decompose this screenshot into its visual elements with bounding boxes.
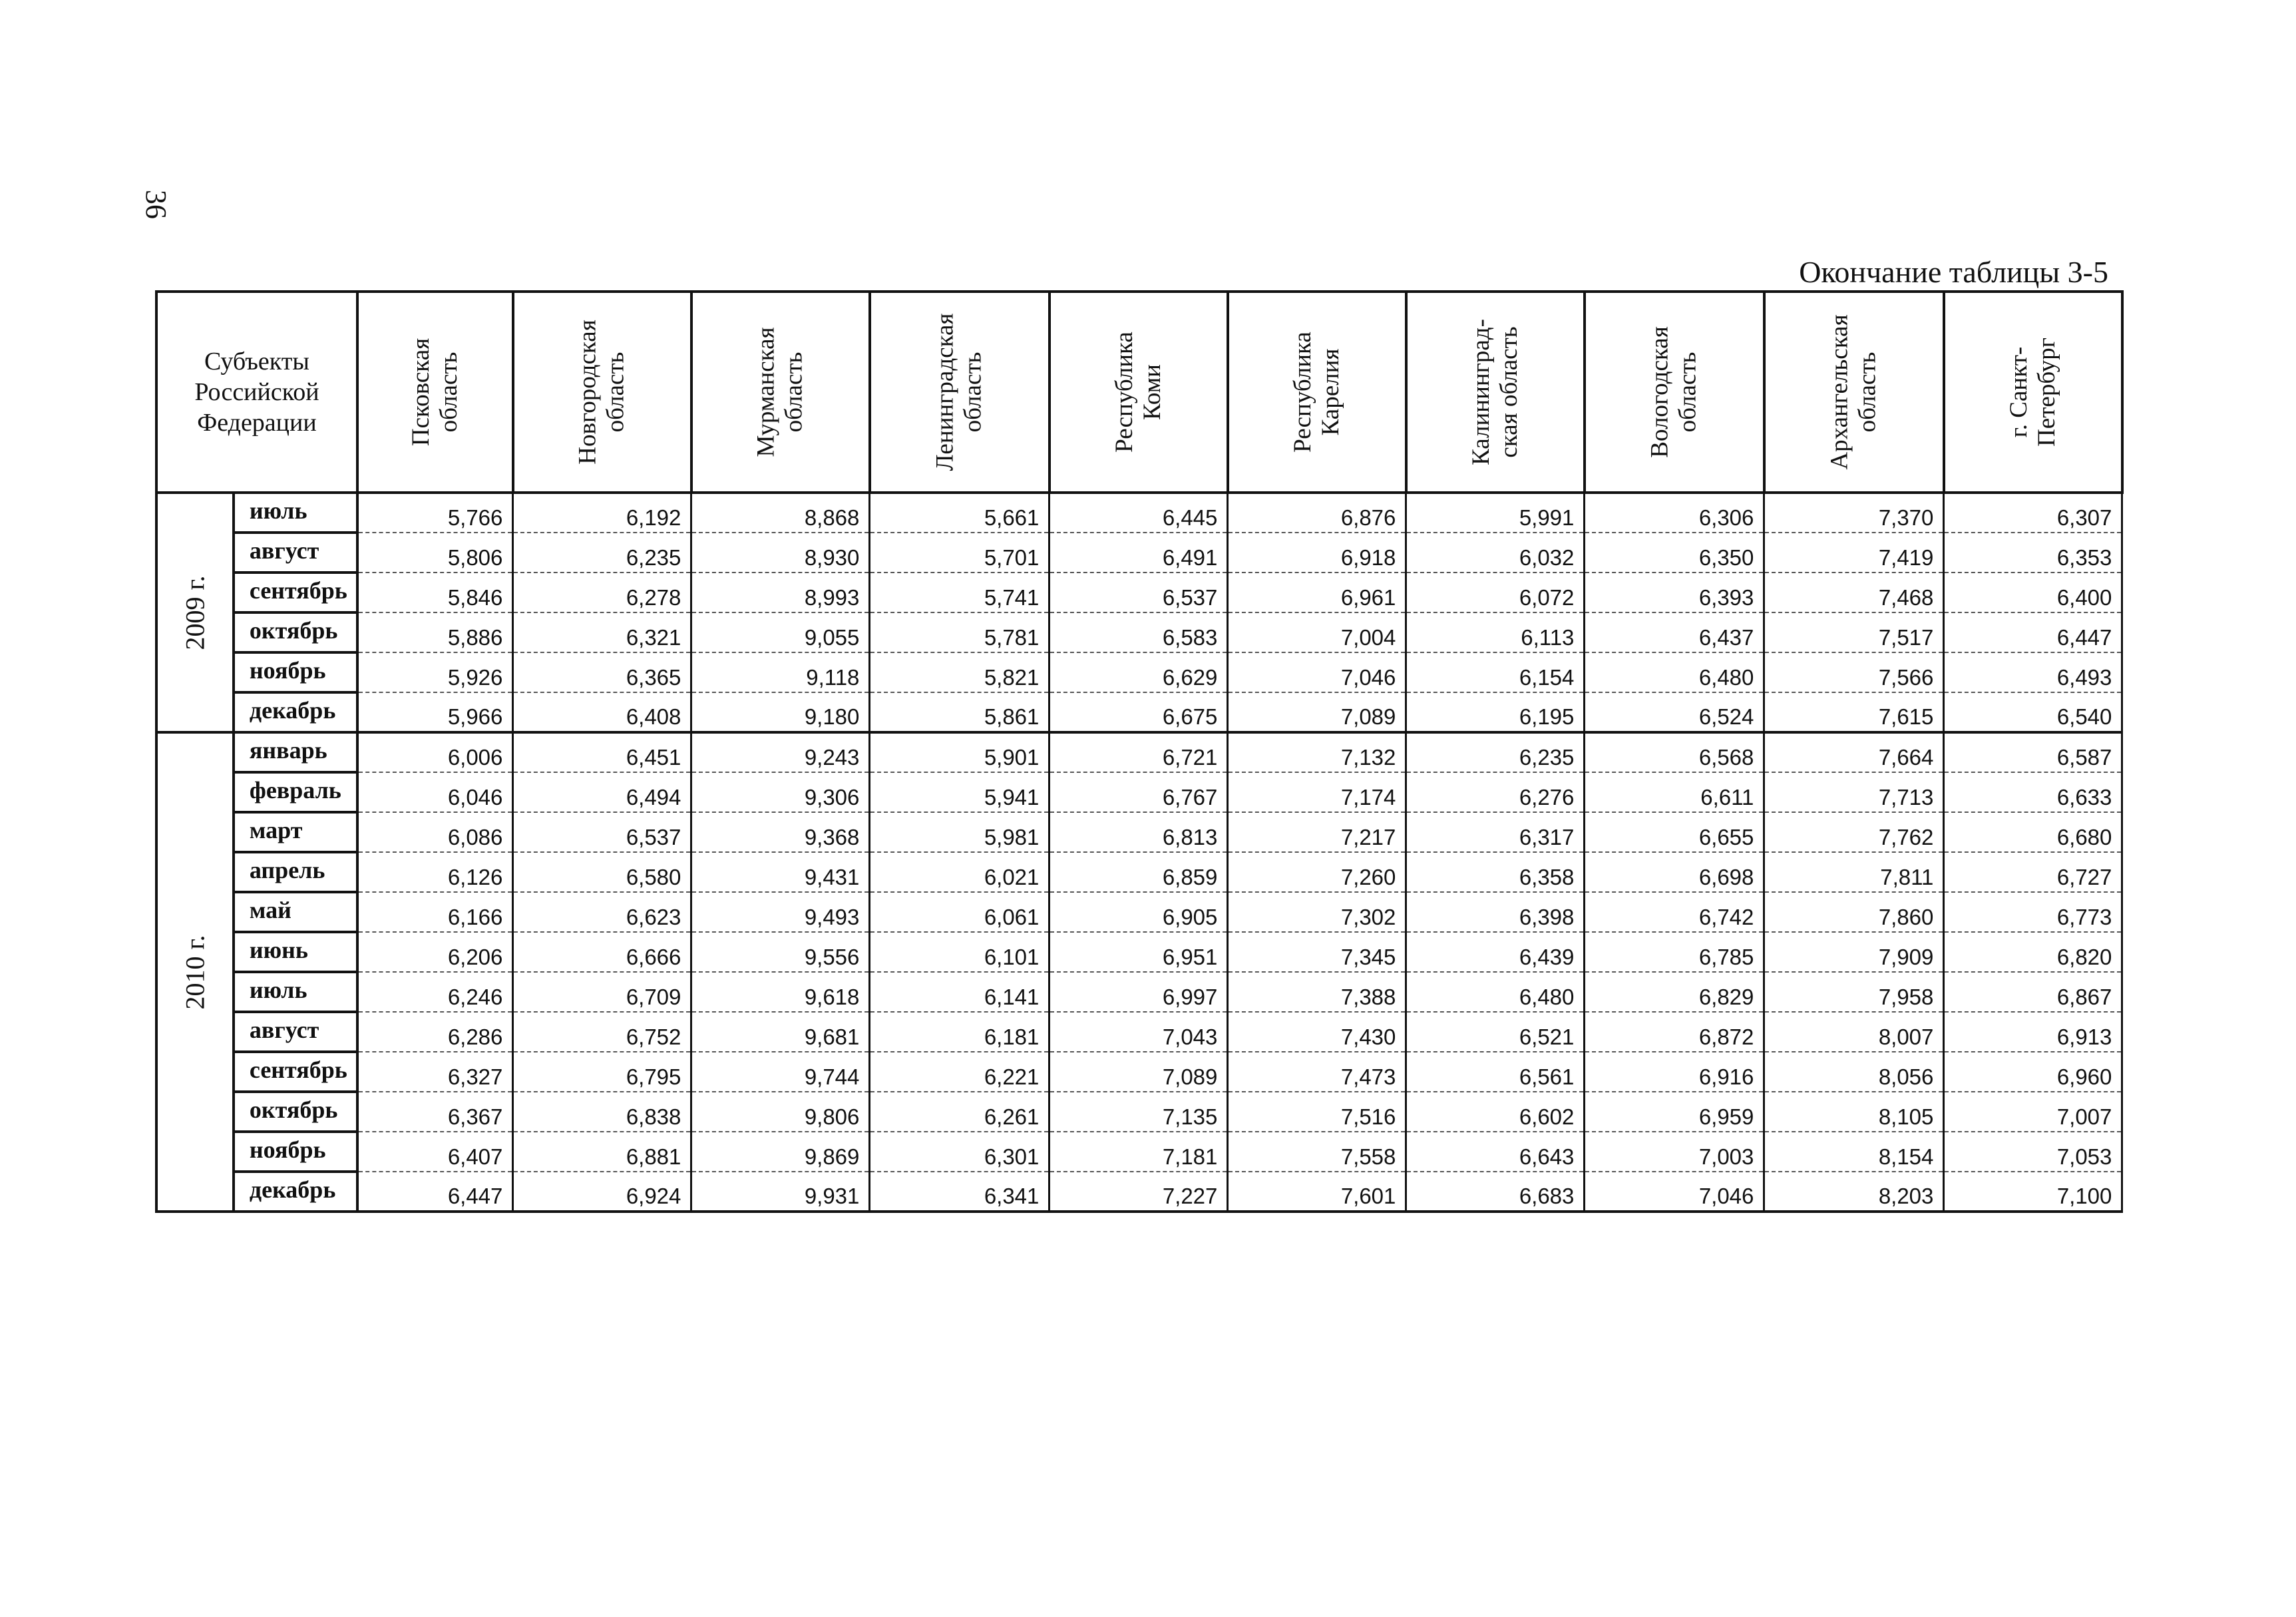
value-cell: 7,517 — [1764, 612, 1944, 652]
value-cell: 6,480 — [1585, 652, 1764, 692]
value-cell: 9,368 — [691, 812, 870, 852]
value-cell: 6,924 — [513, 1172, 691, 1212]
value-cell: 7,004 — [1228, 612, 1406, 652]
value-cell: 6,306 — [1585, 493, 1764, 533]
table-row — [156, 1012, 2122, 1052]
column-header — [1585, 292, 1764, 493]
value-cell: 6,997 — [1050, 972, 1228, 1012]
value-cell: 6,813 — [1050, 812, 1228, 852]
value-cell: 7,468 — [1764, 573, 1944, 612]
month-cell: март — [234, 812, 357, 852]
value-cell: 5,821 — [870, 652, 1050, 692]
value-cell: 7,558 — [1228, 1132, 1406, 1172]
value-cell: 7,135 — [1050, 1092, 1228, 1132]
value-cell: 7,043 — [1050, 1012, 1228, 1052]
table-row — [156, 652, 2122, 692]
value-cell: 7,302 — [1228, 892, 1406, 932]
value-cell: 6,961 — [1228, 573, 1406, 612]
value-cell: 7,601 — [1228, 1172, 1406, 1212]
value-cell: 6,046 — [357, 772, 513, 812]
value-cell: 6,795 — [513, 1052, 691, 1092]
value-cell: 5,901 — [870, 732, 1050, 772]
value-cell: 5,926 — [357, 652, 513, 692]
value-cell: 6,400 — [1944, 573, 2122, 612]
value-cell: 6,629 — [1050, 652, 1228, 692]
value-cell: 7,181 — [1050, 1132, 1228, 1172]
value-cell: 5,941 — [870, 772, 1050, 812]
column-header-label: Вологодская область — [1646, 326, 1702, 458]
value-cell: 6,913 — [1944, 1012, 2122, 1052]
value-cell: 6,580 — [513, 852, 691, 892]
value-cell: 6,021 — [870, 852, 1050, 892]
value-cell: 6,820 — [1944, 932, 2122, 972]
value-cell: 7,132 — [1228, 732, 1406, 772]
value-cell: 6,876 — [1228, 493, 1406, 533]
value-cell: 6,246 — [357, 972, 513, 1012]
value-cell: 6,611 — [1585, 772, 1764, 812]
value-cell: 6,154 — [1406, 652, 1585, 692]
value-cell: 7,860 — [1764, 892, 1944, 932]
value-cell: 7,100 — [1944, 1172, 2122, 1212]
value-cell: 6,181 — [870, 1012, 1050, 1052]
value-cell: 6,341 — [870, 1172, 1050, 1212]
column-header-label: Мурманская область — [752, 327, 808, 457]
month-cell: апрель — [234, 852, 357, 892]
value-cell: 6,437 — [1585, 612, 1764, 652]
value-cell: 6,867 — [1944, 972, 2122, 1012]
value-cell: 6,086 — [357, 812, 513, 852]
value-cell: 5,846 — [357, 573, 513, 612]
value-cell: 6,032 — [1406, 533, 1585, 573]
value-cell: 6,959 — [1585, 1092, 1764, 1132]
value-cell: 6,235 — [1406, 732, 1585, 772]
value-cell: 6,583 — [1050, 612, 1228, 652]
column-header-label: Калининград- ская область — [1467, 319, 1523, 465]
table-row — [156, 493, 2122, 533]
value-cell: 5,741 — [870, 573, 1050, 612]
value-cell: 6,767 — [1050, 772, 1228, 812]
table-row — [156, 812, 2122, 852]
value-cell: 8,203 — [1764, 1172, 1944, 1212]
value-cell: 7,958 — [1764, 972, 1944, 1012]
value-cell: 6,524 — [1585, 692, 1764, 732]
month-cell: декабрь — [234, 1172, 357, 1212]
value-cell: 7,664 — [1764, 732, 1944, 772]
value-cell: 6,494 — [513, 772, 691, 812]
value-cell: 7,217 — [1228, 812, 1406, 852]
value-cell: 7,430 — [1228, 1012, 1406, 1052]
value-cell: 5,981 — [870, 812, 1050, 852]
column-header — [513, 292, 691, 493]
table-row — [156, 612, 2122, 652]
value-cell: 7,227 — [1050, 1172, 1228, 1212]
table-row — [156, 772, 2122, 812]
value-cell: 9,055 — [691, 612, 870, 652]
year-cell — [156, 732, 234, 1212]
value-cell: 7,089 — [1050, 1052, 1228, 1092]
value-cell: 7,419 — [1764, 533, 1944, 573]
value-cell: 6,709 — [513, 972, 691, 1012]
table-row — [156, 533, 2122, 573]
value-cell: 6,307 — [1944, 493, 2122, 533]
year-label: 2009 г. — [180, 575, 210, 650]
column-header-label: Архангельская область — [1825, 314, 1881, 470]
value-cell: 6,365 — [513, 652, 691, 692]
month-cell: июль — [234, 493, 357, 533]
value-cell: 7,174 — [1228, 772, 1406, 812]
value-cell: 6,480 — [1406, 972, 1585, 1012]
value-cell: 6,872 — [1585, 1012, 1764, 1052]
value-cell: 6,829 — [1585, 972, 1764, 1012]
value-cell: 6,491 — [1050, 533, 1228, 573]
value-cell: 8,007 — [1764, 1012, 1944, 1052]
value-cell: 9,118 — [691, 652, 870, 692]
value-cell: 6,881 — [513, 1132, 691, 1172]
value-cell: 7,046 — [1585, 1172, 1764, 1212]
value-cell: 6,561 — [1406, 1052, 1585, 1092]
corner-header-label: Субъекты Российской Федерации — [194, 347, 319, 437]
value-cell: 6,521 — [1406, 1012, 1585, 1052]
month-cell: январь — [234, 732, 357, 772]
column-header — [870, 292, 1050, 493]
value-cell: 9,493 — [691, 892, 870, 932]
value-cell: 7,811 — [1764, 852, 1944, 892]
value-cell: 6,742 — [1585, 892, 1764, 932]
value-cell: 6,072 — [1406, 573, 1585, 612]
value-cell: 6,408 — [513, 692, 691, 732]
value-cell: 9,618 — [691, 972, 870, 1012]
value-cell: 6,407 — [357, 1132, 513, 1172]
value-cell: 6,587 — [1944, 732, 2122, 772]
value-cell: 6,206 — [357, 932, 513, 972]
value-cell: 6,439 — [1406, 932, 1585, 972]
value-cell: 6,353 — [1944, 533, 2122, 573]
column-header-label: г. Санкт- Петербург — [2005, 338, 2060, 447]
value-cell: 5,886 — [357, 612, 513, 652]
value-cell: 6,540 — [1944, 692, 2122, 732]
value-cell: 6,101 — [870, 932, 1050, 972]
value-cell: 7,089 — [1228, 692, 1406, 732]
value-cell: 6,166 — [357, 892, 513, 932]
value-cell: 7,615 — [1764, 692, 1944, 732]
table-row — [156, 892, 2122, 932]
month-cell: июль — [234, 972, 357, 1012]
value-cell: 6,537 — [513, 812, 691, 852]
month-cell: февраль — [234, 772, 357, 812]
value-cell: 6,537 — [1050, 573, 1228, 612]
month-cell: декабрь — [234, 692, 357, 732]
value-cell: 7,345 — [1228, 932, 1406, 972]
value-cell: 5,781 — [870, 612, 1050, 652]
value-cell: 6,951 — [1050, 932, 1228, 972]
value-cell: 7,473 — [1228, 1052, 1406, 1092]
value-cell: 9,306 — [691, 772, 870, 812]
value-cell: 8,056 — [1764, 1052, 1944, 1092]
value-cell: 5,861 — [870, 692, 1050, 732]
value-cell: 6,643 — [1406, 1132, 1585, 1172]
value-cell: 6,905 — [1050, 892, 1228, 932]
value-cell: 7,007 — [1944, 1092, 2122, 1132]
value-cell: 6,451 — [513, 732, 691, 772]
column-header — [1050, 292, 1228, 493]
column-header-label: Республика Коми — [1110, 332, 1166, 453]
value-cell: 6,602 — [1406, 1092, 1585, 1132]
value-cell: 7,713 — [1764, 772, 1944, 812]
value-cell: 9,931 — [691, 1172, 870, 1212]
value-cell: 9,180 — [691, 692, 870, 732]
month-cell: октябрь — [234, 1092, 357, 1132]
value-cell: 6,493 — [1944, 652, 2122, 692]
value-cell: 6,960 — [1944, 1052, 2122, 1092]
value-cell: 7,516 — [1228, 1092, 1406, 1132]
value-cell: 6,785 — [1585, 932, 1764, 972]
value-cell: 6,286 — [357, 1012, 513, 1052]
value-cell: 6,721 — [1050, 732, 1228, 772]
value-cell: 9,681 — [691, 1012, 870, 1052]
value-cell: 6,773 — [1944, 892, 2122, 932]
table-caption: Окончание таблицы 3-5 — [1799, 255, 2108, 289]
value-cell: 6,276 — [1406, 772, 1585, 812]
value-cell: 8,930 — [691, 533, 870, 573]
table-row — [156, 732, 2122, 772]
table-row — [156, 1052, 2122, 1092]
value-cell: 8,993 — [691, 573, 870, 612]
column-header-label: Республика Карелия — [1288, 332, 1344, 453]
value-cell: 6,278 — [513, 573, 691, 612]
table-row — [156, 1092, 2122, 1132]
value-cell: 6,633 — [1944, 772, 2122, 812]
value-cell: 6,235 — [513, 533, 691, 573]
value-cell: 6,918 — [1228, 533, 1406, 573]
month-cell: июнь — [234, 932, 357, 972]
value-cell: 6,113 — [1406, 612, 1585, 652]
value-cell: 6,301 — [870, 1132, 1050, 1172]
value-cell: 6,568 — [1585, 732, 1764, 772]
value-cell: 7,762 — [1764, 812, 1944, 852]
month-cell: май — [234, 892, 357, 932]
table-row — [156, 852, 2122, 892]
value-cell: 7,046 — [1228, 652, 1406, 692]
value-cell: 7,260 — [1228, 852, 1406, 892]
value-cell: 5,806 — [357, 533, 513, 573]
column-header-label: Новгородская область — [574, 320, 630, 465]
month-cell: ноябрь — [234, 652, 357, 692]
column-header — [1764, 292, 1944, 493]
value-cell: 6,393 — [1585, 573, 1764, 612]
column-header-label: Ленинградская область — [931, 313, 987, 471]
value-cell: 6,727 — [1944, 852, 2122, 892]
value-cell: 6,192 — [513, 493, 691, 533]
value-cell: 6,321 — [513, 612, 691, 652]
column-header — [1228, 292, 1406, 493]
table-row — [156, 932, 2122, 972]
value-cell: 5,661 — [870, 493, 1050, 533]
value-cell: 6,261 — [870, 1092, 1050, 1132]
value-cell: 5,766 — [357, 493, 513, 533]
value-cell: 6,623 — [513, 892, 691, 932]
value-cell: 6,447 — [1944, 612, 2122, 652]
value-cell: 7,370 — [1764, 493, 1944, 533]
value-cell: 7,053 — [1944, 1132, 2122, 1172]
value-cell: 5,701 — [870, 533, 1050, 573]
value-cell: 6,358 — [1406, 852, 1585, 892]
value-cell: 7,909 — [1764, 932, 1944, 972]
value-cell: 9,744 — [691, 1052, 870, 1092]
value-cell: 9,556 — [691, 932, 870, 972]
value-cell: 6,916 — [1585, 1052, 1764, 1092]
value-cell: 6,367 — [357, 1092, 513, 1132]
column-header — [691, 292, 870, 493]
value-cell: 7,566 — [1764, 652, 1944, 692]
value-cell: 6,350 — [1585, 533, 1764, 573]
value-cell: 6,445 — [1050, 493, 1228, 533]
value-cell: 5,991 — [1406, 493, 1585, 533]
table-row — [156, 692, 2122, 732]
value-cell: 9,869 — [691, 1132, 870, 1172]
value-cell: 6,006 — [357, 732, 513, 772]
month-cell: август — [234, 533, 357, 573]
column-header — [357, 292, 513, 493]
value-cell: 6,327 — [357, 1052, 513, 1092]
year-cell — [156, 493, 234, 732]
value-cell: 6,675 — [1050, 692, 1228, 732]
value-cell: 6,655 — [1585, 812, 1764, 852]
value-cell: 7,003 — [1585, 1132, 1764, 1172]
value-cell: 9,243 — [691, 732, 870, 772]
header-row — [156, 292, 2122, 493]
corner-header — [156, 292, 357, 493]
value-cell: 6,683 — [1406, 1172, 1585, 1212]
value-cell: 6,221 — [870, 1052, 1050, 1092]
value-cell: 6,859 — [1050, 852, 1228, 892]
table-row — [156, 1172, 2122, 1212]
value-cell: 6,398 — [1406, 892, 1585, 932]
value-cell: 6,317 — [1406, 812, 1585, 852]
page-number: 36 — [140, 190, 173, 219]
value-cell: 6,698 — [1585, 852, 1764, 892]
value-cell: 6,141 — [870, 972, 1050, 1012]
column-header — [1944, 292, 2122, 493]
value-cell: 8,154 — [1764, 1132, 1944, 1172]
value-cell: 6,195 — [1406, 692, 1585, 732]
data-table — [155, 290, 2124, 1213]
month-cell: сентябрь — [234, 1052, 357, 1092]
month-cell: сентябрь — [234, 573, 357, 612]
table-row — [156, 1132, 2122, 1172]
value-cell: 9,431 — [691, 852, 870, 892]
month-cell: ноябрь — [234, 1132, 357, 1172]
value-cell: 9,806 — [691, 1092, 870, 1132]
value-cell: 6,752 — [513, 1012, 691, 1052]
table-row — [156, 972, 2122, 1012]
value-cell: 6,666 — [513, 932, 691, 972]
value-cell: 6,447 — [357, 1172, 513, 1212]
value-cell: 5,966 — [357, 692, 513, 732]
column-header — [1406, 292, 1585, 493]
value-cell: 6,061 — [870, 892, 1050, 932]
value-cell: 8,868 — [691, 493, 870, 533]
month-cell: август — [234, 1012, 357, 1052]
value-cell: 7,388 — [1228, 972, 1406, 1012]
month-cell: октябрь — [234, 612, 357, 652]
value-cell: 6,126 — [357, 852, 513, 892]
year-label: 2010 г. — [180, 935, 210, 1009]
column-header-label: Псковская область — [407, 338, 463, 447]
table-row — [156, 573, 2122, 612]
value-cell: 8,105 — [1764, 1092, 1944, 1132]
value-cell: 6,680 — [1944, 812, 2122, 852]
value-cell: 6,838 — [513, 1092, 691, 1132]
